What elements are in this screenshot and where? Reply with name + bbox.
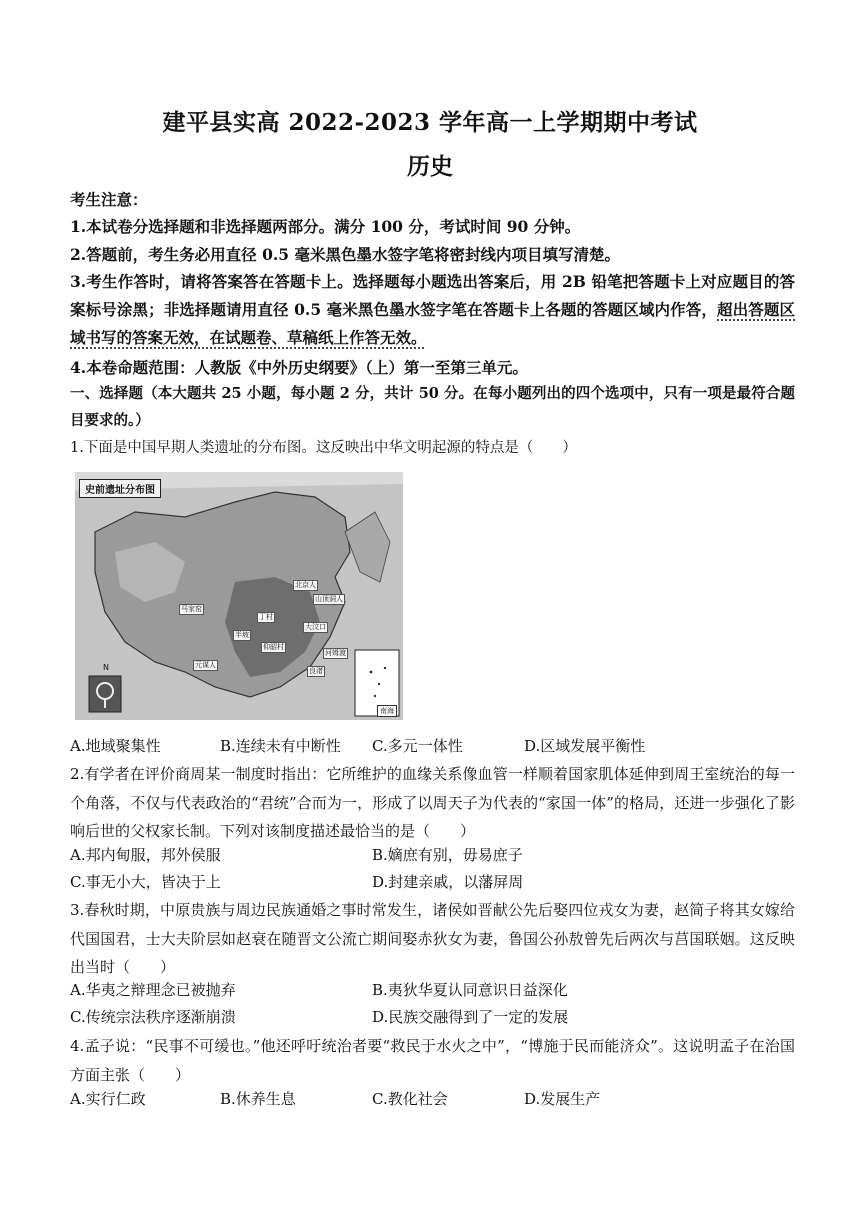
notice-item-3-dotted: 超出答题区域书写的答案无效，在试题卷、草稿纸上作答无效。 bbox=[70, 300, 795, 347]
prehistoric-sites-map bbox=[75, 472, 403, 720]
notice-heading: 考生注意： bbox=[70, 190, 148, 209]
map-site-label: 河姆渡 bbox=[325, 649, 346, 657]
map-site-label: 半坡 bbox=[235, 631, 249, 639]
option-d[interactable]: D.民族交融得到了一定的发展 bbox=[372, 1008, 569, 1026]
option-b[interactable]: B.嫡庶有别，毋易庶子 bbox=[372, 846, 523, 864]
notice-item-3 bbox=[70, 268, 795, 352]
section-heading: 一、选择题（本大题共 25 小题，每小题 2 分，共计 50 分。在每小题列出的四个选项中，只有一项是最符合题目要求的。） bbox=[70, 385, 795, 429]
map-site-label: 马家窑 bbox=[181, 605, 202, 613]
svg-text:N: N bbox=[103, 663, 109, 672]
map-title: 史前遗址分布图 bbox=[79, 479, 161, 498]
option-c[interactable]: C.教化社会 bbox=[372, 1090, 448, 1108]
notice-item-1: 1.本试卷分选择题和非选择题两部分。满分 100 分，考试时间 90 分钟。 bbox=[70, 217, 581, 236]
option-b[interactable]: B.夷狄华夏认同意识日益深化 bbox=[372, 981, 568, 999]
question-1-options bbox=[70, 735, 795, 763]
question-4-stem: 4.孟子说：“民事不可缓也。”他还呼吁统治者要“救民于水火之中”，“博施于民而能济众”。这说明孟子在治国方面主张（ ） bbox=[70, 1037, 795, 1084]
map-site-label: 大汶口 bbox=[305, 623, 326, 631]
question-3-stem: 3.春秋时期，中原贵族与周边民族通婚之事时常发生，诸侯如晋献公先后娶四位戎女为妻，赵简子将其女嫁给代国国君，士大夫阶层如赵衰在随晋文公流亡期间娶赤狄女为妻，鲁国公孙敖曾先后两次与莒国联姻。这反映出当时（ ） bbox=[70, 901, 795, 976]
map-site-label: 北京人 bbox=[295, 581, 316, 589]
option-c[interactable]: C.多元一体性 bbox=[372, 737, 463, 755]
option-c[interactable]: C.事无小大，皆决于上 bbox=[70, 873, 221, 891]
question-2-options-row-1 bbox=[70, 844, 795, 872]
option-a[interactable]: A.华夷之辩理念已被抛弃 bbox=[70, 981, 236, 999]
option-d[interactable]: D.区域发展平衡性 bbox=[524, 737, 646, 755]
option-b[interactable]: B.休养生息 bbox=[220, 1090, 296, 1108]
question-2-stem: 2.有学者在评价商周某一制度时指出：它所维护的血缘关系像血管一样顺着国家肌体延伸到周王室统治的每一个角落，不仅与代表政治的“君统”合而为一，形成了以周天子为代表的“家国一体”的格局，还进一步强化了影响后世的父权家长制。下列对该制度描述最恰当的是（ ） bbox=[70, 765, 795, 840]
map-inset-label: 南海 bbox=[377, 705, 397, 717]
question-1-stem: 1.下面是中国早期人类遗址的分布图。这反映出中华文明起源的特点是（ ） bbox=[70, 440, 577, 456]
notice-item-4: 4.本卷命题范围：人教版《中外历史纲要》（上）第一至第三单元。 bbox=[70, 358, 528, 377]
map-site-label: 丁村 bbox=[259, 613, 273, 621]
option-a[interactable]: A.地域聚集性 bbox=[70, 737, 161, 755]
question-4-options bbox=[70, 1088, 795, 1116]
option-c[interactable]: C.传统宗法秩序逐渐崩溃 bbox=[70, 1008, 236, 1026]
option-d[interactable]: D.封建亲戚，以藩屏周 bbox=[372, 873, 524, 891]
map-graphic bbox=[75, 472, 403, 720]
option-a[interactable]: A.实行仁政 bbox=[70, 1090, 146, 1108]
option-b[interactable]: B.连续未有中断性 bbox=[220, 737, 341, 755]
map-site-label: 山顶洞人 bbox=[315, 595, 343, 603]
option-a[interactable]: A.邦内甸服，邦外侯服 bbox=[70, 846, 221, 864]
question-3-options-row-2 bbox=[70, 1006, 795, 1034]
question-3-options-row-1 bbox=[70, 979, 795, 1007]
notice-item-3-text: 3.考生作答时，请将答案答在答题卡上。选择题每小题选出答案后，用 2B 铅笔把答题卡上对应题目的答案标号涂黑；非选择题请用直径 0.5 毫米黑色墨水签字笔在答题卡上各题的答题区域内作答， bbox=[70, 272, 795, 319]
notice-item-2: 2.答题前，考生务必用直径 0.5 毫米黑色墨水签字笔将密封线内项目填写清楚。 bbox=[70, 245, 620, 264]
exam-title: 建平县实高 2022-2023 学年高一上学期期中考试 bbox=[162, 109, 698, 136]
map-site-label: 元谋人 bbox=[195, 661, 216, 669]
map-site-label: 仰韶村 bbox=[263, 643, 284, 651]
option-d[interactable]: D.发展生产 bbox=[524, 1090, 601, 1108]
map-site-label: 良渚 bbox=[309, 667, 323, 675]
exam-subject: 历史 bbox=[407, 153, 453, 180]
question-2-options-row-2 bbox=[70, 871, 795, 899]
